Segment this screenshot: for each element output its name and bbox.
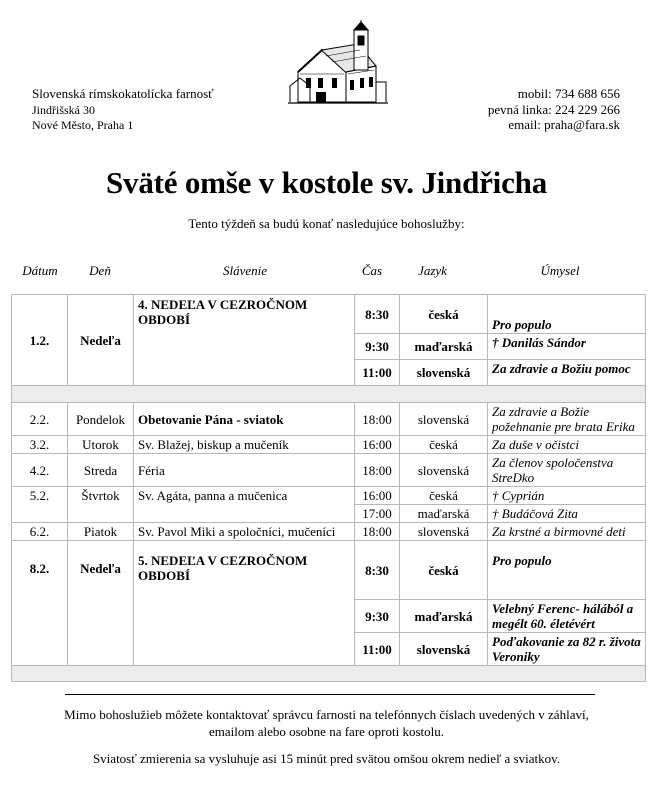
- cell-day: Nedeľa: [68, 541, 134, 666]
- cell-language: maďarská: [400, 505, 488, 523]
- mass-schedule-table: [11, 294, 646, 682]
- cell-language: slovenská: [400, 360, 488, 386]
- cell-intention: Za krstné a birmovné deti: [488, 523, 646, 541]
- separator-row: [12, 666, 646, 682]
- church-icon: [288, 20, 388, 112]
- cell-celebration: Obetovanie Pána - sviatok: [134, 403, 355, 436]
- cell-celebration: Sv. Blažej, biskup a mučeník: [134, 436, 355, 454]
- cell-intention: Za zdravie a Božie požehnanie pre brata Erika: [488, 403, 646, 436]
- cell-language: česká: [400, 541, 488, 600]
- cell-date: 8.2.: [12, 541, 68, 666]
- cell-celebration: Féria: [134, 454, 355, 487]
- cell-time: 11:00: [355, 633, 400, 666]
- cell-day: Nedeľa: [68, 295, 134, 386]
- table-row: [12, 541, 646, 600]
- cell-date: 2.2.: [12, 403, 68, 436]
- cell-language: maďarská: [400, 600, 488, 633]
- cell-time: 8:30: [355, 295, 400, 334]
- parish-name: Slovenská rímskokatolícka farnosť: [32, 86, 214, 101]
- email-address: email: praha@fara.sk: [508, 117, 620, 132]
- footer-contact-line-2: emailom alebo osobne na fare oproti kostolu.: [208, 724, 445, 739]
- cell-time: 9:30: [355, 334, 400, 360]
- cell-intention: Za zdravie a Božiu pomoc: [488, 360, 646, 386]
- cell-day: Utorok: [68, 436, 134, 454]
- table-row: [12, 403, 646, 436]
- cell-time: 16:00: [355, 487, 400, 505]
- cell-language: slovenská: [400, 403, 488, 436]
- cell-intention: Velebný Ferenc- hálából a megélt 60. életévért: [488, 600, 646, 633]
- cell-intention: † Danilás Sándor: [488, 334, 646, 360]
- footer-divider: [65, 694, 595, 695]
- contact-info: [488, 86, 620, 133]
- cell-language: česká: [400, 436, 488, 454]
- cell-language: maďarská: [400, 334, 488, 360]
- landline-phone: pevná linka: 224 229 266: [487, 101, 620, 117]
- cell-intention: † Cyprián: [488, 487, 646, 505]
- col-header-day: Deň: [89, 263, 111, 278]
- cell-celebration: 4. NEDEĽA V CEZROČNOM OBDOBÍ: [134, 295, 355, 386]
- table-row: [12, 454, 646, 487]
- cell-date: 4.2.: [12, 454, 68, 487]
- cell-intention: Pro populo: [488, 295, 646, 334]
- parish-city: Nové Město, Praha 1: [32, 118, 134, 132]
- mobile-phone: mobil: 734 688 656: [517, 86, 620, 101]
- cell-day: Štvrtok: [68, 487, 134, 523]
- cell-language: slovenská: [400, 633, 488, 666]
- cell-language: slovenská: [400, 454, 488, 487]
- parish-address: [32, 86, 214, 133]
- cell-day: Pondelok: [68, 403, 134, 436]
- table-row: [12, 487, 646, 505]
- table-row: [12, 523, 646, 541]
- cell-celebration: Sv. Agáta, panna a mučenica: [134, 487, 355, 523]
- cell-day: Piatok: [68, 523, 134, 541]
- cell-time: 18:00: [355, 403, 400, 436]
- cell-intention: † Budáčová Zita: [488, 505, 646, 523]
- col-header-celebration: Slávenie: [222, 263, 268, 278]
- cell-time: 18:00: [355, 523, 400, 541]
- cell-intention: Za duše v očistci: [488, 436, 646, 454]
- page-title: Sväté omše v kostole sv. Jindřicha: [106, 165, 547, 200]
- cell-time: 9:30: [355, 600, 400, 633]
- separator-row: [12, 386, 646, 403]
- parish-street: Jindřišská 30: [32, 103, 95, 117]
- cell-time: 11:00: [355, 360, 400, 386]
- cell-language: česká: [400, 487, 488, 505]
- col-header-date: Dátum: [22, 263, 58, 278]
- cell-date: 5.2.: [12, 487, 68, 523]
- footer-confession-note: Sviatosť zmierenia sa vysluhuje asi 15 minút pred svätou omšou okrem nedieľ a sviatkov.: [92, 751, 561, 766]
- page-subtitle: Tento týždeň sa budú konať nasledujúce bohoslužby:: [188, 216, 465, 231]
- table-row: [12, 436, 646, 454]
- cell-date: 6.2.: [12, 523, 68, 541]
- cell-time: 17:00: [355, 505, 400, 523]
- cell-time: 8:30: [355, 541, 400, 600]
- table-row: [12, 295, 646, 334]
- cell-language: slovenská: [400, 523, 488, 541]
- cell-intention: Pro populo: [488, 541, 646, 600]
- cell-celebration: 5. NEDEĽA V CEZROČNOM OBDOBÍ: [134, 541, 355, 666]
- footer-contact-line-1: Mimo bohoslužieb môžete kontaktovať správcu farnosti na telefónnych číslach uvedených v záhlaví,: [64, 707, 589, 722]
- cell-intention: Poďakovanie za 82 r. života Veroniky: [488, 633, 646, 666]
- cell-date: 1.2.: [12, 295, 68, 386]
- col-header-time: Čas: [361, 263, 383, 278]
- cell-time: 18:00: [355, 454, 400, 487]
- cell-time: 16:00: [355, 436, 400, 454]
- col-header-intention: Úmysel: [540, 263, 580, 278]
- cell-celebration: Sv. Pavol Miki a spoločníci, mučeníci: [134, 523, 355, 541]
- cell-day: Streda: [68, 454, 134, 487]
- cell-intention: Za členov spoločenstva StreDko: [488, 454, 646, 487]
- cell-language: česká: [400, 295, 488, 334]
- col-header-language: Jazyk: [418, 263, 447, 278]
- cell-date: 3.2.: [12, 436, 68, 454]
